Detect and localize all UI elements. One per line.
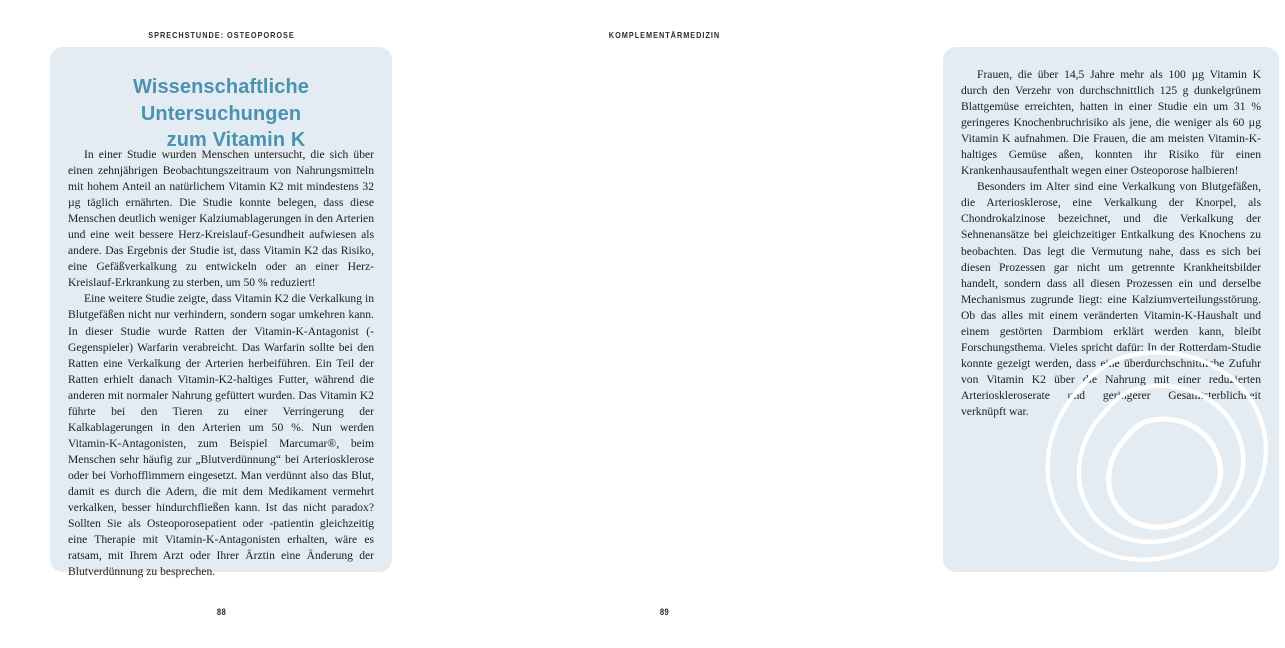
page-number-right: 89 — [659, 607, 670, 617]
article-title — [76, 74, 366, 154]
content-panel-left — [50, 47, 392, 579]
running-head-left: SPRECHSTUNDE: OSTEOPOROSE — [148, 30, 295, 40]
page-right — [443, 0, 1261, 648]
paragraph: Frauen, die über 14,5 Jahre mehr als 100 µg Vitamin K durch den Verzehr von durchschnittlich 125 g dunkelgrünem Blattgemüse erreichten, hatten in einer Studie ein um 31 % geringeres Knochenbruchrisiko als jene, die weniger als 60 µg Vitamin K aufnahmen. Die Frauen, die am meisten Vitamin-K-haltiges Gemüse aßen, konnten ihr Risiko für einen Krankenhausaufenthalt wegen einer Osteoporose halbieren! — [961, 68, 1261, 178]
article-title-line-2: zum Vitamin K — [166, 129, 306, 152]
body-text-left — [68, 147, 374, 580]
page-left — [0, 0, 443, 648]
running-head-right: KOMPLEMENTÄRMEDIZIN — [608, 30, 721, 40]
paragraph: Eine weitere Studie zeigte, dass Vitamin K2 die Verkalkung in Blutgefäßen nicht nur verhindern, sondern sogar umkehren kann. In dieser Studie wurde Ratten der Vitamin-K-Antagonist (-Gegenspieler) Warfarin verabreicht. Das Warfarin sollte bei den Ratten eine Verkalkung der Arterien herbeiführen. Ein Teil der Ratten erhielt danach Vitamin-K2-haltiges Futter, während die anderen mit normaler Nahrung gefüttert wurden. Das Vitamin K2 führte bei den Tieren zu einer Verringerung der Kalkablagerungen in den Arterien um 50 %. Nun werden Vitamin-K-Antagonisten, zum Beispiel Marcumar®, beim Menschen sehr häufig zur „Blutverdünnung“ bei Arteriosklerose oder bei Vorhofflimmern eingesetzt. Man verdünnt also das Blut, damit es durch die Adern, die mit dem Medikament vermehrt verkalken, besser hindurchfließen kann. Ist das nicht paradox? Sollten Sie als Osteoporosepatient oder -patientin gleichzeitig eine Therapie mit Vitamin-K-Antagonisten erhalten, wäre es ratsam, mit Ihrem Arzt oder Ihrer Ärztin eine Änderung der Blutverdünnung zu besprechen. — [68, 292, 374, 579]
paragraph: Besonders im Alter sind eine Verkalkung von Blutgefäßen, die Arteriosklerose, eine Verkalkung der Knorpel, als Chondrokalzinose bezeichnet, und die Verkalkung der Sehnenansätze bei gleichzeitiger Entkalkung des Knochens zu beobachten. Das legt die Vermutung nahe, dass es sich bei diesen Prozessen gar nicht um getrennte Krankheitsbilder handelt, sondern dass all diesen Prozessen ein und derselbe Mechanismus zugrunde liegt: eine Kalziumverteilungsstörung. Ob das alles mit einem veränderten Vitamin-K-Haushalt und einem gestörten Darmbiom erklärt werden kann, bleibt Forschungsthema. Vieles spricht dafür: In der Rotterdam-Studie konnte gezeigt werden, dass eine überdurchschnittliche Zufuhr von Vitamin K2 über die Nahrung mit einer reduzierten Arterioskleroserate und geringerer Gesamtsterblichkeit verknüpft war. — [961, 180, 1261, 418]
article-title-line-1: Wissenschaftliche Untersuchungen — [132, 76, 310, 125]
body-text-right — [961, 67, 1261, 420]
page-number-left: 88 — [216, 607, 227, 617]
paragraph: In einer Studie wurden Menschen untersucht, die sich über einen zehnjährigen Beobachtungszeitraum von Nahrungsmitteln mit hohem Anteil an natürlichem Vitamin K2 mit mindestens 32 µg täglich ernährten. Die Studie konnte belegen, dass diese Menschen deutlich weniger Kalziumablagerungen in den Arterien und eine weit bessere Herz-Kreislauf-Gesundheit aufwiesen als andere. Das Ergebnis der Studie ist, dass Vitamin K2 das Risiko, eine Gefäßverkalkung zu entwickeln oder an einer Herz-Kreislauf-Erkrankung zu sterben, um 50 % reduziert! — [68, 148, 374, 290]
content-panel-right — [943, 47, 1279, 572]
